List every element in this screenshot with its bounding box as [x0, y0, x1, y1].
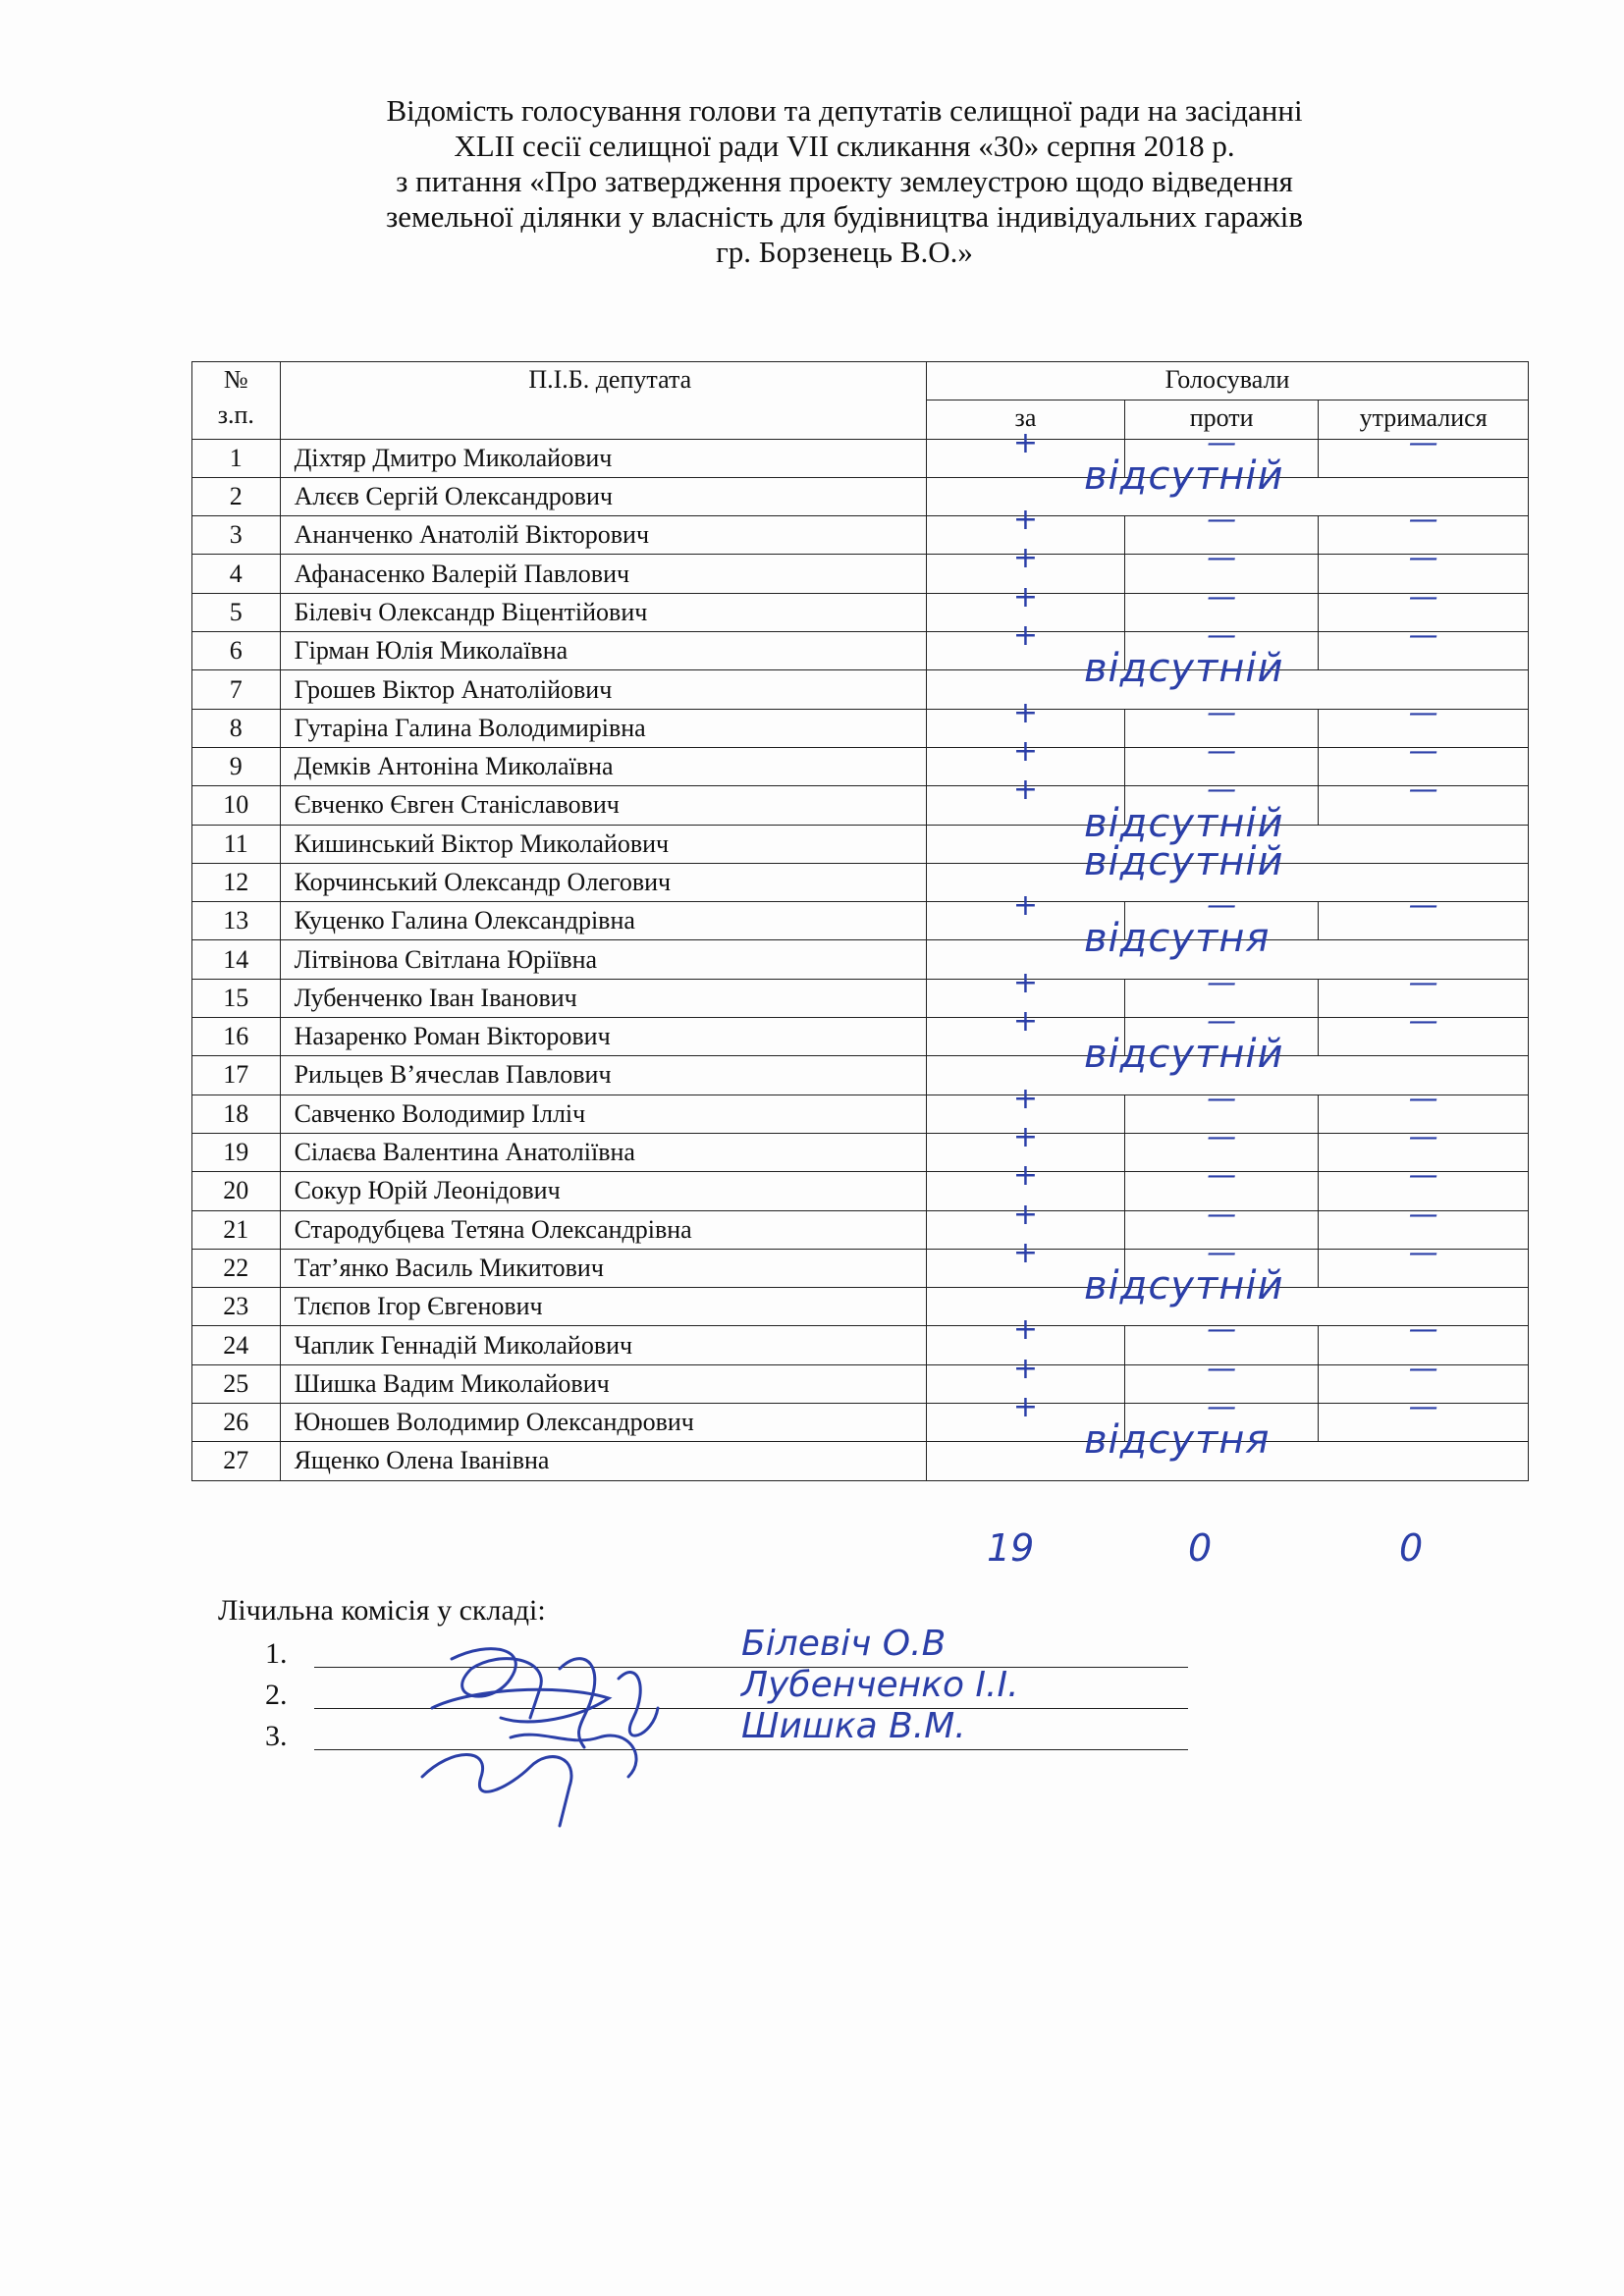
row-number: 22	[192, 1249, 281, 1287]
absent-note: відсутній	[1083, 1032, 1284, 1078]
header-name: П.І.Б. депутата	[280, 362, 926, 440]
vote-against-mark: —	[1207, 1119, 1237, 1154]
vote-for-mark: +	[1012, 1390, 1039, 1425]
row-number: 18	[192, 1095, 281, 1133]
table-row	[192, 593, 1529, 631]
table-row	[192, 1326, 1529, 1364]
row-number: 2	[192, 477, 281, 515]
header-voted: Голосували	[926, 362, 1528, 400]
vote-abstained-mark: —	[1408, 1081, 1438, 1116]
row-number: 24	[192, 1326, 281, 1364]
table-row	[192, 1133, 1529, 1171]
table-row	[192, 555, 1529, 593]
vote-abstained-mark: —	[1408, 618, 1438, 654]
row-number: 10	[192, 786, 281, 825]
vote-for-mark: +	[1012, 425, 1039, 460]
vote-for-mark: +	[1012, 579, 1039, 614]
vote-against-mark: —	[1207, 888, 1237, 924]
absent-note: відсутній	[1083, 453, 1284, 499]
deputy-name: Тлєпов Ігор Євгенович	[280, 1288, 926, 1326]
vote-against-mark: —	[1207, 695, 1237, 730]
vote-against-mark: —	[1207, 1235, 1237, 1270]
member-name: Шишка В.М.	[741, 1706, 966, 1746]
vote-abstained-mark: —	[1408, 1312, 1438, 1348]
row-number: 17	[192, 1056, 281, 1095]
header-number	[192, 362, 281, 440]
deputy-name: Діхтяр Дмитро Миколайович	[280, 439, 926, 477]
vote-abstained	[1319, 1235, 1529, 1287]
vote-abstained-mark: —	[1408, 1158, 1438, 1194]
row-number: 13	[192, 902, 281, 940]
table-row	[192, 632, 1529, 670]
row-number: 12	[192, 863, 281, 901]
table-row	[192, 1210, 1529, 1249]
vote-abstained-mark: —	[1408, 579, 1438, 614]
table-row	[192, 825, 1529, 863]
table-row	[192, 1056, 1529, 1095]
vote-for-mark: +	[1012, 733, 1039, 769]
deputy-name: Сокур Юрій Леонідович	[280, 1172, 926, 1210]
row-number: 8	[192, 709, 281, 747]
row-number: 6	[192, 632, 281, 670]
header-for: за	[926, 400, 1124, 439]
deputy-name: Білевіч Олександр Віцентійович	[280, 593, 926, 631]
absent-note: відсутня	[1083, 1417, 1271, 1464]
member-name: Лубенченко І.І.	[741, 1665, 1019, 1705]
row-number: 5	[192, 593, 281, 631]
handwritten-signatures	[412, 1629, 727, 1836]
member-name: Білевіч О.В	[741, 1624, 947, 1664]
header-abstained: утрималися	[1319, 400, 1529, 439]
vote-against-mark: —	[1207, 965, 1237, 1000]
vote-against-mark: —	[1207, 1004, 1237, 1040]
vote-against-mark: —	[1207, 1351, 1237, 1386]
commission-member	[265, 1624, 947, 1671]
vote-against-mark: —	[1207, 1197, 1237, 1232]
deputy-name: Літвінова Світлана Юріївна	[280, 940, 926, 979]
row-number: 19	[192, 1133, 281, 1171]
vote-abstained	[1319, 1004, 1529, 1056]
member-index: 2.	[265, 1679, 288, 1711]
deputy-name: Назаренко Роман Вікторович	[280, 1018, 926, 1056]
vote-against-mark: —	[1207, 1081, 1237, 1116]
vote-abstained	[1319, 618, 1529, 670]
deputy-name: Шишка Вадим Миколайович	[280, 1364, 926, 1403]
table-row	[192, 1442, 1529, 1480]
row-number: 15	[192, 979, 281, 1017]
row-number: 25	[192, 1364, 281, 1403]
vote-for-mark: +	[1012, 1351, 1039, 1386]
absent-note: відсутня	[1083, 916, 1271, 962]
row-number: 9	[192, 747, 281, 785]
table-body	[192, 425, 1529, 1480]
vote-for-mark: +	[1012, 1158, 1039, 1194]
table-row	[192, 902, 1529, 940]
vote-against-mark: —	[1207, 1312, 1237, 1348]
deputy-name: Рильцев В’ячеслав Павлович	[280, 1056, 926, 1095]
total-against: 0	[1188, 1526, 1213, 1570]
voting-table	[191, 361, 1529, 1481]
vote-for-mark: +	[1012, 618, 1039, 654]
document-title	[236, 93, 1453, 270]
vote-abstained-mark: —	[1408, 1119, 1438, 1154]
vote-for-mark: +	[1012, 1119, 1039, 1154]
deputy-name: Юношев Володимир Олександрович	[280, 1404, 926, 1442]
table-row	[192, 940, 1529, 979]
deputy-name: Ананченко Анатолій Вікторович	[280, 516, 926, 555]
total-abstained: 0	[1399, 1526, 1424, 1570]
row-number: 14	[192, 940, 281, 979]
vote-for-mark: +	[1012, 695, 1039, 730]
vote-against-mark: —	[1207, 1158, 1237, 1194]
vote-against-mark: —	[1207, 733, 1237, 769]
deputy-name: Стародубцева Тетяна Олександрівна	[280, 1210, 926, 1249]
deputy-name: Чаплик Геннадій Миколайович	[280, 1326, 926, 1364]
vote-abstained-mark: —	[1408, 1351, 1438, 1386]
vote-for-mark: +	[1012, 1081, 1039, 1116]
vote-against-mark: —	[1207, 1390, 1237, 1425]
row-number: 20	[192, 1172, 281, 1210]
table-row	[192, 786, 1529, 825]
vote-against-mark: —	[1207, 425, 1237, 460]
deputy-name: Корчинський Олександр Олегович	[280, 863, 926, 901]
title-line: гр. Борзенець В.О.»	[716, 235, 973, 269]
vote-for-mark: +	[1012, 1312, 1039, 1348]
deputy-name: Афанасенко Валерій Павлович	[280, 555, 926, 593]
deputy-name: Лубенченко Іван Іванович	[280, 979, 926, 1017]
deputy-name: Гірман Юлія Миколаївна	[280, 632, 926, 670]
vote-for-mark: +	[1012, 1197, 1039, 1232]
table-row	[192, 1018, 1529, 1056]
vote-abstained-mark: —	[1408, 1390, 1438, 1425]
absent-note: відсутній	[1083, 838, 1284, 884]
table-row	[192, 1095, 1529, 1133]
title-line: земельної ділянки у власність для будівництва індивідуальних гаражів	[385, 199, 1304, 234]
vote-against-mark: —	[1207, 503, 1237, 538]
vote-for-mark: +	[1012, 541, 1039, 576]
deputy-name: Тат’янко Василь Микитович	[280, 1249, 926, 1287]
vote-for-mark: +	[1012, 1235, 1039, 1270]
row-number: 23	[192, 1288, 281, 1326]
absent-note: відсутній	[1083, 1263, 1284, 1309]
vote-against-mark: —	[1207, 541, 1237, 576]
table-row	[192, 439, 1529, 477]
title-line: Відомість голосування голови та депутатів селищної ради на засіданні	[386, 93, 1303, 128]
deputy-name: Євченко Євген Станіславович	[280, 786, 926, 825]
deputy-name: Алєєв Сергій Олександрович	[280, 477, 926, 515]
table-row	[192, 1288, 1529, 1326]
title-line: XLII сесії селищної ради VII скликання «30» серпня 2018 р.	[454, 129, 1235, 163]
table-row	[192, 670, 1529, 709]
vote-for-mark: +	[1012, 1004, 1039, 1040]
vote-abstained-mark: —	[1408, 1197, 1438, 1232]
total-for: 19	[987, 1526, 1035, 1570]
commission-label: Лічильна комісія у складі:	[218, 1594, 546, 1627]
deputy-name: Грошев Віктор Анатолійович	[280, 670, 926, 709]
deputy-name: Куценко Галина Олександрівна	[280, 902, 926, 940]
row-number: 16	[192, 1018, 281, 1056]
deputy-name: Сілаєва Валентина Анатоліївна	[280, 1133, 926, 1171]
row-number: 7	[192, 670, 281, 709]
table-row	[192, 1172, 1529, 1210]
vote-abstained	[1319, 425, 1529, 477]
vote-against-mark: —	[1207, 773, 1237, 808]
absent-cell	[926, 1417, 1528, 1480]
header-number-line2: з.п.	[217, 400, 254, 429]
row-number: 11	[192, 825, 281, 863]
commission-member	[265, 1665, 1019, 1712]
deputy-name: Демків Антоніна Миколаївна	[280, 747, 926, 785]
member-index: 1.	[265, 1637, 288, 1670]
vote-abstained-mark: —	[1408, 541, 1438, 576]
row-number: 3	[192, 516, 281, 555]
commission-member	[265, 1706, 966, 1753]
vote-abstained	[1319, 773, 1529, 825]
vote-abstained	[1319, 888, 1529, 940]
table-row	[192, 1404, 1529, 1442]
vote-abstained-mark: —	[1408, 503, 1438, 538]
table-row	[192, 979, 1529, 1017]
vote-abstained-mark: —	[1408, 425, 1438, 460]
header-number-line1: №	[223, 365, 248, 394]
deputy-name: Кишинський Віктор Миколайович	[280, 825, 926, 863]
vote-abstained-mark: —	[1408, 695, 1438, 730]
table-row	[192, 516, 1529, 555]
vote-abstained	[1319, 1390, 1529, 1442]
deputy-name: Гутаріна Галина Володимирівна	[280, 709, 926, 747]
deputy-name: Савченко Володимир Ілліч	[280, 1095, 926, 1133]
table-row	[192, 477, 1529, 515]
vote-abstained-mark: —	[1408, 773, 1438, 808]
row-number: 21	[192, 1210, 281, 1249]
vote-against-mark: —	[1207, 618, 1237, 654]
table-row	[192, 1249, 1529, 1287]
absent-note: відсутній	[1083, 646, 1284, 692]
vote-abstained-mark: —	[1408, 1004, 1438, 1040]
vote-for-mark: +	[1012, 965, 1039, 1000]
title-line: з питання «Про затвердження проекту землеустрою щодо відведення	[396, 164, 1293, 198]
vote-abstained-mark: —	[1408, 1235, 1438, 1270]
row-number: 4	[192, 555, 281, 593]
row-number: 26	[192, 1404, 281, 1442]
vote-abstained-mark: —	[1408, 965, 1438, 1000]
signature-scribble	[422, 1649, 658, 1826]
header-against: проти	[1124, 400, 1318, 439]
row-number: 1	[192, 439, 281, 477]
vote-abstained-mark: —	[1408, 733, 1438, 769]
table-row	[192, 709, 1529, 747]
table-row	[192, 747, 1529, 785]
deputy-name: Ященко Олена Іванівна	[280, 1442, 926, 1480]
vote-for-mark: +	[1012, 503, 1039, 538]
table-row	[192, 1364, 1529, 1403]
vote-abstained-mark: —	[1408, 888, 1438, 924]
table-row	[192, 863, 1529, 901]
vote-for-mark: +	[1012, 773, 1039, 808]
row-number: 27	[192, 1442, 281, 1480]
vote-against-mark: —	[1207, 579, 1237, 614]
vote-for-mark: +	[1012, 888, 1039, 924]
member-index: 3.	[265, 1720, 288, 1752]
absent-note: відсутній	[1083, 800, 1284, 846]
